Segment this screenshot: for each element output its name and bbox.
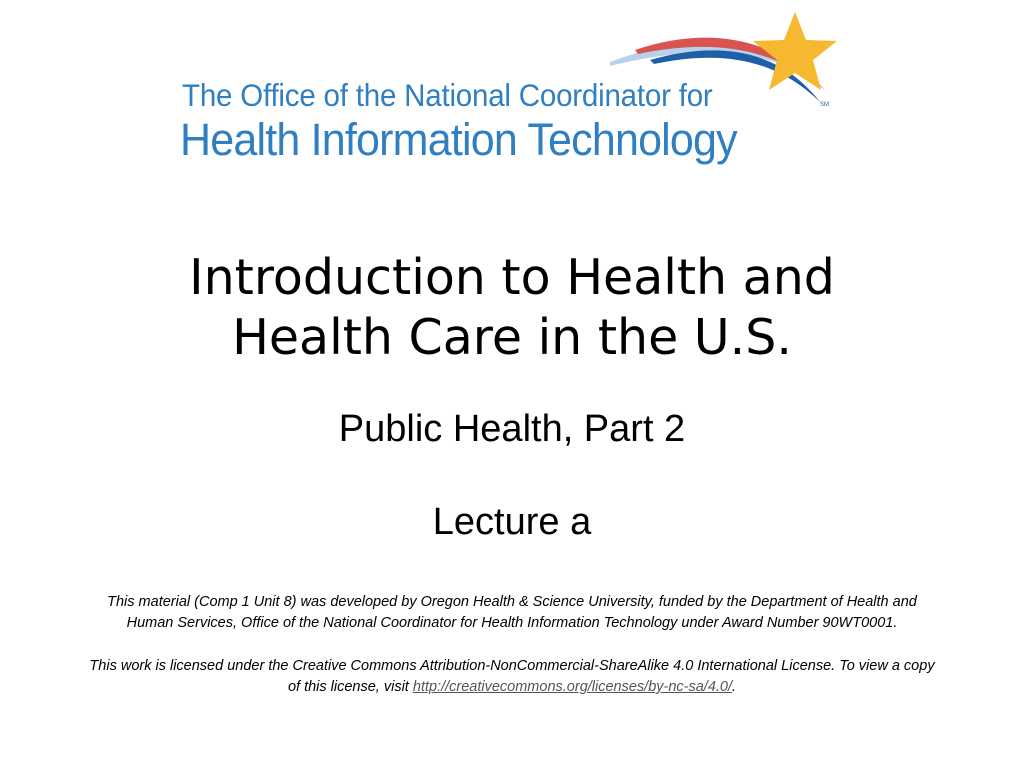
slide-title-line1: Introduction to Health and <box>189 249 835 306</box>
license-notice-end: . <box>732 679 737 695</box>
funding-notice: This material (Comp 1 Unit 8) was developed by Oregon Health & Science University, funded by the Department of Health and Human Services, Office of the National Coordinator for Health Information Technology under Award Number 90WT0001. <box>107 594 917 631</box>
license-notice-text: This work is licensed under the Creative Commons Attribution-NonCommercial-ShareAlike 4.0 International License. To view a copy of this license, visit <box>89 658 935 695</box>
license-link[interactable]: http://creativecommons.org/licenses/by-nc-sa/4.0/ <box>412 679 733 695</box>
slide-title-line2: Health Care in the U.S. <box>232 309 792 366</box>
logo-text-line1: The Office of the National Coordinator for <box>182 78 713 114</box>
license-notice <box>84 656 940 698</box>
onc-logo <box>180 10 850 175</box>
slide-subtitle: Public Health, Part 2 <box>338 408 686 450</box>
slide-title <box>112 248 912 368</box>
logo-text-line2: Health Information Technology <box>180 115 737 166</box>
service-mark: SM <box>820 102 829 108</box>
lecture-label: Lecture a <box>432 501 592 543</box>
